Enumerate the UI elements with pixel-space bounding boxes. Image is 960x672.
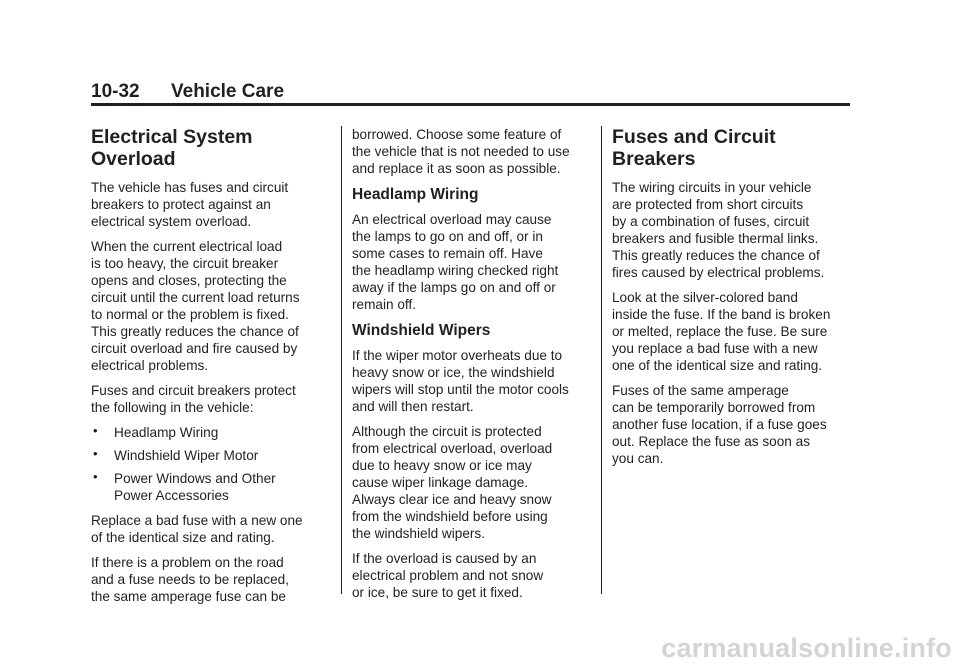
paragraph: The vehicle has fuses and circuit breakers to protect against an electrical system overload. bbox=[91, 180, 289, 229]
bullet-icon: • bbox=[93, 423, 98, 438]
heading-fuses-and-circuit-breakers: Fuses and Circuit Breakers bbox=[612, 126, 776, 170]
heading-electrical-system-overload: Electrical System Overload bbox=[91, 126, 253, 170]
list-item-text: Headlamp Wiring bbox=[114, 425, 219, 440]
heading-headlamp-wiring: Headlamp Wiring bbox=[352, 186, 479, 203]
column-middle bbox=[352, 126, 590, 609]
page-header bbox=[91, 80, 851, 104]
column-left bbox=[91, 126, 329, 613]
bullet-icon: • bbox=[93, 446, 98, 461]
column-divider bbox=[341, 126, 342, 594]
list-item bbox=[91, 447, 329, 464]
bullet-icon: • bbox=[93, 469, 98, 484]
paragraph: If there is a problem on the road and a fuse needs to be replaced, the same amperage fuse can be bbox=[91, 555, 290, 604]
paragraph: Look at the silver-colored band inside the fuse. If the band is broken or melted, replace the fuse. Be sure you replace a bad fuse with a new one of the identical size and rating. bbox=[612, 290, 831, 373]
protected-items-list bbox=[91, 424, 329, 504]
list-item-text: Power Windows and Other Power Accessories bbox=[114, 471, 276, 503]
page-number: 10-32 bbox=[91, 81, 140, 102]
paragraph: Fuses of the same amperage can be temporarily borrowed from another fuse location, if a fuse goes out. Replace the fuse as soon as you can. bbox=[612, 383, 827, 466]
column-right bbox=[612, 126, 850, 475]
heading-windshield-wipers: Windshield Wipers bbox=[352, 322, 491, 339]
paragraph: borrowed. Choose some feature of the vehicle that is not needed to use and replace it as soon as possible. bbox=[352, 127, 570, 176]
paragraph: When the current electrical load is too heavy, the circuit breaker opens and closes, protecting the circuit until the current load returns to normal or the problem is fixed. This greatly reduces the chance of circuit overload and fire caused by electrical problems. bbox=[91, 239, 300, 373]
column-divider bbox=[601, 126, 602, 594]
paragraph: The wiring circuits in your vehicle are protected from short circuits by a combination of fuses, circuit breakers and fusible thermal links. This greatly reduces the chance of fires caused by electrical problems. bbox=[612, 180, 825, 280]
watermark: carmanualsonline.info bbox=[661, 633, 952, 663]
list-item-text: Windshield Wiper Motor bbox=[114, 448, 259, 463]
list-item bbox=[91, 470, 329, 504]
paragraph: If the wiper motor overheats due to heavy snow or ice, the windshield wipers will stop until the motor cools and will then restart. bbox=[352, 348, 569, 414]
paragraph: Although the circuit is protected from electrical overload, overload due to heavy snow or ice may cause wiper linkage damage. Always clear ice and heavy snow from the windshield before using the windshield wipers. bbox=[352, 424, 553, 541]
paragraph: If the overload is caused by an electrical problem and not snow or ice, be sure to get it fixed. bbox=[352, 551, 544, 600]
list-item bbox=[91, 424, 329, 441]
header-rule bbox=[91, 103, 850, 106]
paragraph: An electrical overload may cause the lamps to go on and off, or in some cases to remain off. Have the headlamp wiring checked right away if the lamps go on and off or remain off. bbox=[352, 212, 559, 312]
paragraph: Fuses and circuit breakers protect the following in the vehicle: bbox=[91, 383, 296, 415]
section-title: Vehicle Care bbox=[171, 81, 285, 102]
paragraph: Replace a bad fuse with a new one of the identical size and rating. bbox=[91, 513, 303, 545]
